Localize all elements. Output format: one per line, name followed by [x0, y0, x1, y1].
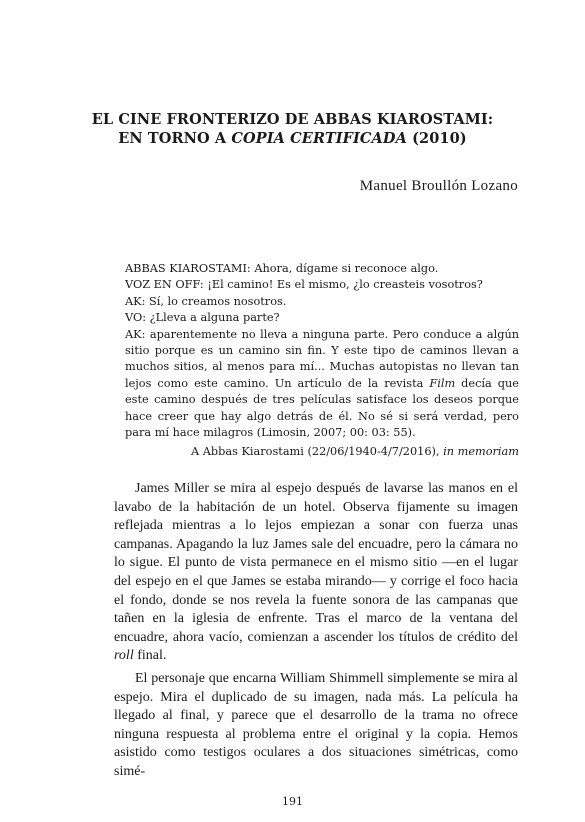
paragraph-1: [114, 480, 518, 666]
dedication: [191, 444, 519, 460]
title-line-1: EL CINE FRONTERIZO DE ABBAS KIAROSTAMI:: [91, 111, 494, 128]
page-number: 191: [282, 795, 303, 808]
epigraph-line: AK: Sí, lo creamos nosotros.: [125, 294, 287, 308]
epigraph-line: VO: ¿Lleva a alguna parte?: [125, 311, 280, 325]
dedication-text: A Abbas Kiarostami (22/06/1940-4/7/2016),: [191, 445, 444, 458]
epigraph-italic: Film: [429, 376, 456, 390]
body-text: [114, 480, 518, 782]
epigraph-line: VOZ EN OFF: ¡El camino! Es el mismo, ¿lo creasteis vosotros?: [125, 278, 483, 292]
epigraph-line: ABBAS KIAROSTAMI: Ahora, dígame si reconoce algo.: [125, 262, 439, 275]
paragraph-1-italic: roll: [114, 648, 134, 664]
epigraph-long-line: [125, 327, 519, 442]
epigraph-long-pre: AK: aparentemente no lleva a ninguna parte. Pero conduce a algún sitio porque es un camino sin fin. Y este tipo de caminos llevan a muchos sitios, al menos para mí... Muchas autopistas no llevan tan lejos como este camino. Un artículo de la revista: [125, 327, 519, 390]
paragraph-1-end: final.: [133, 648, 167, 664]
dedication-italic: in memoriam: [443, 445, 519, 458]
title-line-2-prefix: EN TORNO A: [118, 130, 232, 147]
article-title: [0, 110, 585, 148]
paragraph-1-text: James Miller se mira al espejo después de lavarse las manos en el lavabo de la habitación de un hotel. Observa fijamente su imagen reflejada mientras a lo lejos empiezan a sonar con fuerza unas campanas. Apagando la luz James sale del encuadre, pero la cámara no lo sigue. El punto de vista permanece en el mismo sitio —en el lugar del espejo en el que James se estaba mirando— y corrige el foco hacia el fondo, donde se nos revela la fuente sonora de las campanas que tañen en la iglesia de enfrente. Tras el marco de la ventana del encuadre, ahora vacío, comienzan a ascender los títulos de crédito del: [114, 481, 518, 645]
paragraph-2: El personaje que encarna William Shimmell simplemente se mira al espejo. Mira el duplicado de su imagen, nada más. La película ha llegado al final, y parece que el desarrollo de la trama no ofrece ninguna respuesta al problema entre el original y la copia. Hemos asistido como testigos oculares a dos situaciones simétricas, como simé-: [114, 670, 518, 779]
film-title: COPIA CERTIFICADA: [231, 130, 407, 147]
title-line-2-suffix: (2010): [406, 130, 467, 147]
epigraph: [125, 261, 519, 441]
title-line-2: [0, 129, 585, 148]
epigraph-long-post: decía que este camino después de tres películas satisface los deseos porque hace creer que hay algo detrás de él. No sé si será verdad, pero para mí hace milagros (Limosin, 2007; 00: 03: 55).: [125, 376, 519, 440]
author-name: Manuel Broullón Lozano: [359, 178, 518, 194]
